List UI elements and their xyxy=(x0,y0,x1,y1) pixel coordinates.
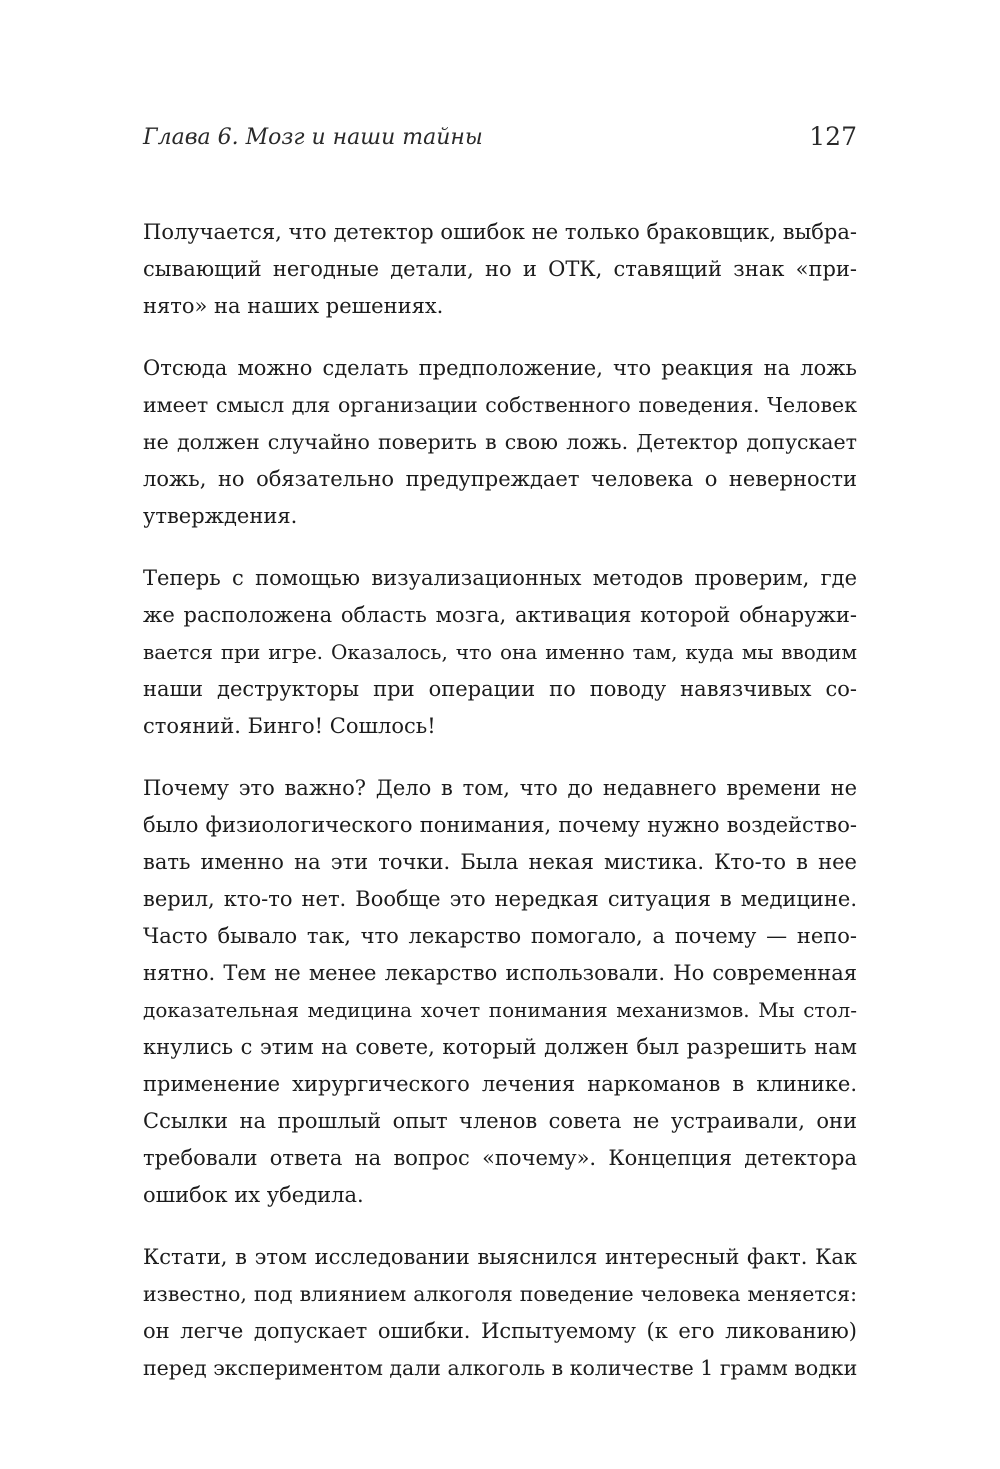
text-line: стояний. Бинго! Сошлось! xyxy=(143,714,436,738)
paragraph-1 xyxy=(143,214,857,325)
paragraph-5 xyxy=(143,1239,857,1387)
text-line: наши деструкторы при операции по поводу навязчивых со- xyxy=(143,677,857,701)
paragraph-4 xyxy=(143,770,857,1214)
text-line: вать именно на эти точки. Была некая мистика. Кто-то в нее xyxy=(143,850,857,874)
text-line: требовали ответа на вопрос «почему». Концепция детектора xyxy=(143,1146,857,1170)
text-line: Почему это важно? Дело в том, что до недавнего времени не xyxy=(143,776,857,800)
text-line: сывающий негодные детали, но и ОТК, ставящий знак «при- xyxy=(143,257,857,281)
text-line: верил, кто-то нет. Вообще это нередкая ситуация в медицине. xyxy=(143,887,857,911)
chapter-title: Глава 6. Мозг и наши тайны xyxy=(143,125,483,150)
text-line: же расположена область мозга, активация которой обнаружи- xyxy=(143,603,857,627)
page-number: 127 xyxy=(809,122,857,151)
body-text xyxy=(143,214,857,1412)
text-line: Ссылки на прошлый опыт членов совета не устраивали, они xyxy=(143,1109,857,1133)
text-line: ложь, но обязательно предупреждает человека о неверности xyxy=(143,467,857,491)
paragraph-3 xyxy=(143,560,857,745)
text-line: перед экспериментом дали алкоголь в количестве 1 грамм водки xyxy=(143,1356,857,1380)
text-line: вается при игре. Оказалось, что она именно там, куда мы вводим xyxy=(143,640,857,664)
text-line: нято» на наших решениях. xyxy=(143,294,444,318)
text-line: ошибок их убедила. xyxy=(143,1183,364,1207)
text-line: Теперь с помощью визуализационных методов проверим, где xyxy=(143,566,857,590)
text-line: он легче допускает ошибки. Испытуемому (к его ликованию) xyxy=(143,1319,857,1343)
text-line: применение хирургического лечения наркоманов в клинике. xyxy=(143,1072,857,1096)
text-line: Часто бывало так, что лекарство помогало, а почему — непо- xyxy=(143,924,857,948)
text-line: нятно. Тем не менее лекарство использовали. Но современная xyxy=(143,961,857,985)
text-line: кнулись с этим на совете, который должен был разрешить нам xyxy=(143,1035,857,1059)
paragraph-2 xyxy=(143,350,857,535)
text-line: известно, под влиянием алкоголя поведение человека меняется: xyxy=(143,1282,857,1306)
text-line: не должен случайно поверить в свою ложь. Детектор допускает xyxy=(143,430,857,454)
text-line: Отсюда можно сделать предположение, что реакция на ложь xyxy=(143,356,857,380)
text-line: утверждения. xyxy=(143,504,298,528)
text-line: Кстати, в этом исследовании выяснился интересный факт. Как xyxy=(143,1245,857,1269)
text-line: доказательная медицина хочет понимания механизмов. Мы стол- xyxy=(143,998,857,1022)
text-line: Получается, что детектор ошибок не только браковщик, выбра- xyxy=(143,220,857,244)
text-line: имеет смысл для организации собственного поведения. Человек xyxy=(143,393,857,417)
running-header xyxy=(143,118,857,158)
text-line: было физиологического понимания, почему нужно воздейство- xyxy=(143,813,857,837)
